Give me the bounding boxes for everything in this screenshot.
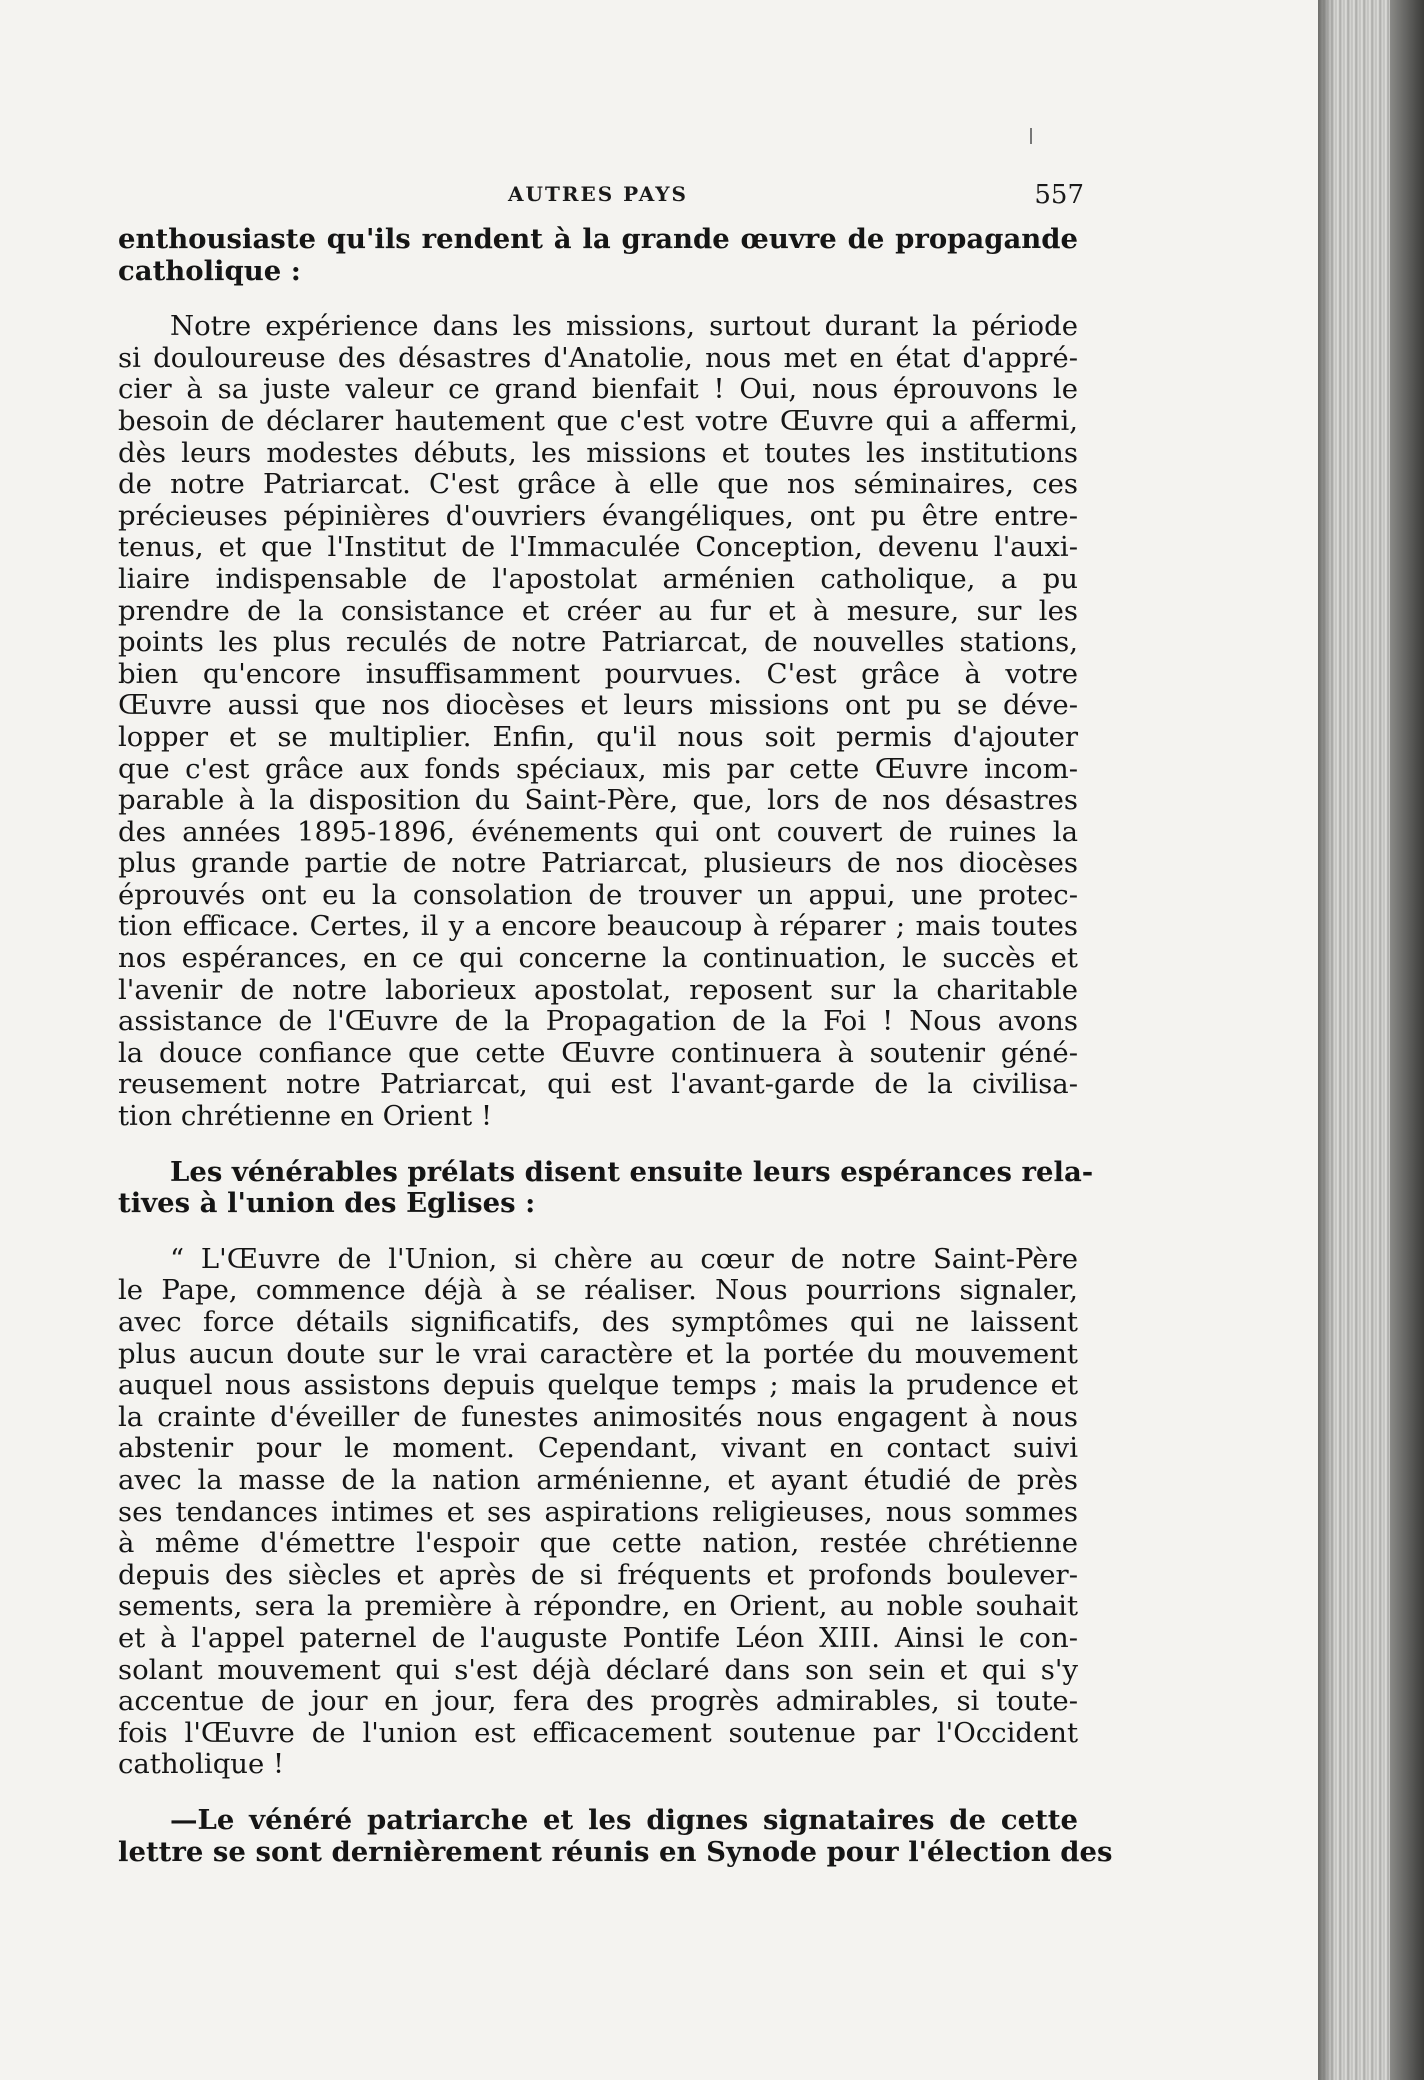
text-line: Les vénérables prélats disent ensuite leurs espérances rela- — [170, 1155, 1094, 1188]
text-line: tives à l'union des Eglises : — [118, 1187, 536, 1220]
text-line: “ L'Œuvre de l'Union, si chère au cœur de notre Saint-Père — [170, 1242, 1078, 1275]
text-line: éprouvés ont eu la consolation de trouver un appui, une protec- — [118, 878, 1078, 911]
paragraph-quote-union — [118, 1244, 1078, 1781]
text-line: avec force détails significatifs, des symptômes qui ne laissent — [118, 1306, 1078, 1338]
text-line: lopper et se multiplier. Enfin, qu'il nous soit permis d'ajouter — [118, 720, 1078, 753]
print-speck — [1030, 128, 1032, 144]
book-cover-edge — [1390, 0, 1424, 2080]
text-line: la douce confiance que cette Œuvre continuera à soutenir géné- — [118, 1036, 1078, 1069]
text-line: Notre expérience dans les missions, surtout durant la période — [170, 310, 1078, 343]
paragraph-quote-mission — [118, 311, 1078, 1132]
text-line: tion chrétienne en Orient ! — [118, 1100, 492, 1133]
text-line: de notre Patriarcat. C'est grâce à elle que nos séminaires, ces — [118, 468, 1078, 501]
text-line: reusement notre Patriarcat, qui est l'avant-garde de la civilisa- — [118, 1068, 1078, 1101]
text-line: accentue de jour en jour, fera des progrès admirables, si toute- — [118, 1685, 1078, 1718]
paragraph-transition — [118, 1155, 1094, 1220]
running-head — [118, 176, 1084, 224]
text-line: bien qu'encore insuffisamment pourvues. C'est grâce à votre — [118, 657, 1078, 690]
text-block — [118, 176, 1113, 1868]
paragraph-closing — [118, 1803, 1113, 1868]
text-line: catholique ! — [118, 1748, 285, 1781]
text-line: auquel nous assistons depuis quelque temps ; mais la prudence et — [118, 1369, 1078, 1402]
text-line: catholique : — [118, 254, 301, 287]
text-line: nos espérances, en ce qui concerne la continuation, le succès et — [118, 942, 1078, 975]
text-line: l'avenir de notre laborieux apostolat, reposent sur la charitable — [118, 973, 1078, 1006]
text-line: besoin de déclarer hautement que c'est votre Œuvre qui a affermi, — [118, 404, 1078, 437]
text-line: tion efficace. Certes, il y a encore beaucoup à réparer ; mais toutes — [118, 910, 1078, 943]
text-line: la crainte d'éveiller de funestes animosités nous engagent à nous — [118, 1400, 1078, 1433]
text-line: et à l'appel paternel de l'auguste Pontife Léon XIII. Ainsi le con- — [118, 1621, 1078, 1654]
text-line: que c'est grâce aux fonds spéciaux, mis par cette Œuvre incom- — [118, 752, 1078, 785]
text-line: à même d'émettre l'espoir que cette nation, restée chrétienne — [118, 1527, 1078, 1560]
text-line: plus grande partie de notre Patriarcat, plusieurs de nos diocèses — [118, 847, 1078, 880]
text-line: prendre de la consistance et créer au fur et à mesure, sur les — [118, 594, 1078, 627]
text-line: Œuvre aussi que nos diocèses et leurs missions ont pu se déve- — [118, 689, 1078, 722]
text-line: avec la masse de la nation arménienne, et ayant étudié de près — [118, 1463, 1078, 1496]
page-number: 557 — [1034, 180, 1084, 210]
text-line: lettre se sont dernièrement réunis en Synode pour l'élection des — [118, 1835, 1113, 1868]
text-line: cier à sa juste valeur ce grand bienfait ! Oui, nous éprouvons le — [118, 373, 1078, 406]
text-line: sements, sera la première à répondre, en Orient, au noble souhait — [118, 1590, 1078, 1623]
text-line: des années 1895-1896, événements qui ont couvert de ruines la — [118, 815, 1078, 848]
text-line: points les plus reculés de notre Patriarcat, de nouvelles stations, — [118, 626, 1078, 659]
text-line: liaire indispensable de l'apostolat arménien catholique, a pu — [118, 562, 1078, 595]
text-line: abstenir pour le moment. Cependant, vivant en contact suivi — [118, 1432, 1078, 1465]
text-line: si douloureuse des désastres d'Anatolie, nous met en état d'appré- — [118, 341, 1078, 374]
text-line: enthousiaste qu'ils rendent à la grande œuvre de propagande — [118, 223, 1078, 255]
text-line: assistance de l'Œuvre de la Propagation de la Foi ! Nous avons — [118, 1005, 1078, 1038]
text-line: plus aucun doute sur le vrai caractère et la portée du mouvement — [118, 1337, 1078, 1370]
text-line: depuis des siècles et après de si fréquents et profonds boulever- — [118, 1558, 1078, 1591]
text-line: —Le vénéré patriarche et les dignes signataires de cette — [170, 1803, 1078, 1836]
text-line: solant mouvement qui s'est déjà déclaré dans son sein et qui s'y — [118, 1653, 1078, 1686]
text-line: ses tendances intimes et ses aspirations religieuses, nous sommes — [118, 1495, 1078, 1528]
running-title: AUTRES PAYS — [508, 182, 688, 206]
text-line: dès leurs modestes débuts, les missions et toutes les institutions — [118, 436, 1078, 469]
text-line: fois l'Œuvre de l'union est efficacement soutenue par l'Occident — [118, 1716, 1078, 1749]
text-line: tenus, et que l'Institut de l'Immaculée Conception, devenu l'auxi- — [118, 531, 1078, 564]
book-fore-edge — [1318, 0, 1424, 2080]
gutter-shadow — [1318, 0, 1334, 2080]
text-line: le Pape, commence déjà à se réaliser. Nous pourrions signaler, — [118, 1274, 1078, 1307]
paragraph-intro — [118, 224, 1078, 287]
text-line: parable à la disposition du Saint-Père, que, lors de nos désastres — [118, 784, 1078, 817]
text-line: précieuses pépinières d'ouvriers évangéliques, ont pu être entre- — [118, 499, 1078, 532]
